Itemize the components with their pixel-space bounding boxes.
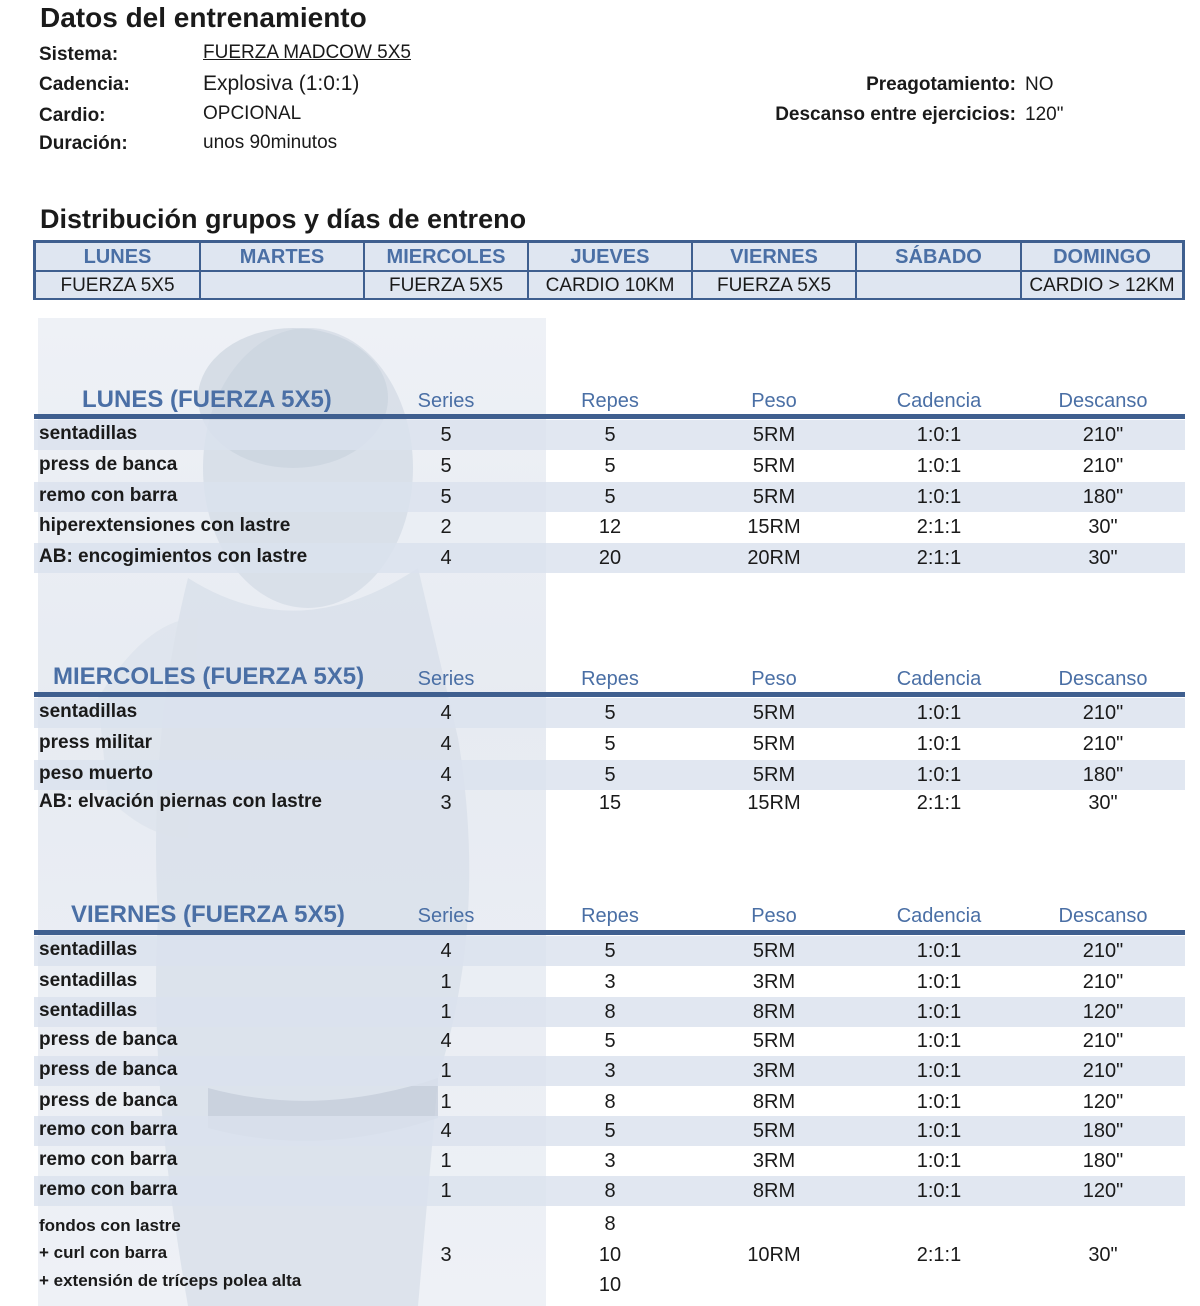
schedule-divider: [691, 243, 693, 297]
exercise-name: sentadillas: [39, 970, 138, 991]
cadencia-value: 1:0:1: [916, 1180, 962, 1202]
exercise-name: hiperextensiones con lastre: [39, 515, 291, 536]
exercise-row: [34, 1087, 1185, 1117]
combo-descanso-value: 30": [1088, 1244, 1118, 1266]
exercise-name: peso muerto: [39, 763, 154, 784]
workout-title-miercoles: MIERCOLES (FUERZA 5X5): [53, 663, 365, 690]
descanso-value: 30": [1088, 516, 1118, 538]
series-value: 4: [440, 702, 452, 724]
exercise-row: [34, 512, 1185, 542]
sistema-label: Sistema:: [39, 44, 119, 65]
descanso-value: 210": [1082, 455, 1124, 477]
peso-value: 5RM: [752, 702, 796, 724]
exercise-row: [34, 1146, 1185, 1176]
series-value: 1: [440, 1060, 452, 1082]
activity-sabado: [857, 272, 1020, 298]
day-lunes: LUNES: [83, 246, 152, 268]
exercise-row: [34, 936, 1185, 966]
duracion-value: unos 90minutos: [203, 132, 338, 153]
descanso-value: 210": [1082, 424, 1124, 446]
descanso-value: 210": [1082, 940, 1124, 962]
cadencia-value: 2:1:1: [916, 516, 962, 538]
cadencia-value: 1:0:1: [916, 940, 962, 962]
combo-exercise-2: + curl con barra: [39, 1243, 168, 1262]
series-value: 4: [440, 940, 452, 962]
repes-value: 5: [604, 486, 616, 508]
peso-value: 5RM: [752, 424, 796, 446]
exercise-row: [34, 967, 1185, 997]
cardio-value: OPCIONAL: [203, 103, 302, 124]
exercise-name: remo con barra: [39, 1149, 178, 1170]
series-value: 4: [440, 1120, 452, 1142]
peso-value: 8RM: [752, 1091, 796, 1113]
exercise-name: remo con barra: [39, 1179, 178, 1200]
col-peso: Peso: [751, 668, 797, 690]
cadencia-value: 1:0:1: [916, 764, 962, 786]
combo-peso-value: 10RM: [747, 1244, 801, 1266]
descanso-value: 120": [1082, 1180, 1124, 1202]
col-cadencia: Cadencia: [896, 668, 982, 690]
exercise-name: sentadillas: [39, 423, 138, 444]
repes-value: 5: [604, 940, 616, 962]
descanso-entre-label: Descanso entre ejercicios:: [775, 104, 1016, 125]
exercise-name: remo con barra: [39, 485, 178, 506]
exercise-name: press de banca: [39, 1029, 178, 1050]
col-peso: Peso: [751, 390, 797, 412]
schedule-table: [33, 240, 1185, 300]
repes-value: 5: [604, 702, 616, 724]
exercise-row: [34, 1056, 1185, 1086]
cadencia-value: 1:0:1: [916, 1091, 962, 1113]
schedule-divider: [199, 243, 201, 297]
cadencia-value: 1:0:1: [916, 1001, 962, 1023]
combo-exercise-3: + extensión de tríceps polea alta: [39, 1271, 302, 1290]
descanso-value: 210": [1082, 1030, 1124, 1052]
peso-value: 5RM: [752, 940, 796, 962]
repes-value: 5: [604, 455, 616, 477]
exercise-row: [34, 760, 1185, 790]
duracion-label: Duración:: [39, 133, 128, 154]
repes-value: 3: [604, 971, 616, 993]
descanso-value: 30": [1088, 547, 1118, 569]
repes-value: 5: [604, 733, 616, 755]
activity-domingo: CARDIO > 12KM: [1022, 272, 1182, 298]
header-rule: [34, 930, 1185, 935]
col-repes: Repes: [581, 905, 639, 927]
exercise-name: remo con barra: [39, 1119, 178, 1140]
peso-value: 3RM: [752, 1060, 796, 1082]
day-martes: MARTES: [239, 246, 325, 268]
day-miercoles: MIERCOLES: [386, 246, 506, 268]
exercise-name: AB: encogimientos con lastre: [39, 546, 308, 567]
series-value: 2: [440, 516, 452, 538]
schedule-divider: [855, 243, 857, 297]
exercise-name: sentadillas: [39, 1000, 138, 1021]
col-repes: Repes: [581, 390, 639, 412]
descanso-value: 180": [1082, 486, 1124, 508]
series-value: 4: [440, 764, 452, 786]
repes-value: 15: [598, 792, 622, 814]
col-cadencia: Cadencia: [896, 905, 982, 927]
cadencia-value: 2:1:1: [916, 547, 962, 569]
repes-value: 12: [598, 516, 622, 538]
peso-value: 8RM: [752, 1180, 796, 1202]
cardio-label: Cardio:: [39, 105, 106, 126]
cadencia-value: 1:0:1: [916, 702, 962, 724]
combo-repes-value-2: 10: [598, 1244, 622, 1266]
peso-value: 5RM: [752, 733, 796, 755]
exercise-name: press de banca: [39, 1090, 178, 1111]
activity-lunes: FUERZA 5X5: [36, 272, 199, 298]
day-sabado: SÁBADO: [895, 246, 982, 268]
exercise-name: AB: elvación piernas con lastre: [39, 791, 322, 812]
col-series: Series: [417, 668, 475, 690]
exercise-row: [34, 729, 1185, 759]
peso-value: 5RM: [752, 1030, 796, 1052]
descanso-value: 120": [1082, 1091, 1124, 1113]
activity-miercoles: FUERZA 5X5: [365, 272, 527, 298]
activity-martes: [201, 272, 363, 298]
cadencia-value: 1:0:1: [916, 455, 962, 477]
peso-value: 15RM: [747, 792, 801, 814]
descanso-value: 180": [1082, 764, 1124, 786]
cadencia-value: 1:0:1: [916, 1030, 962, 1052]
preagotamiento-label: Preagotamiento:: [866, 74, 1016, 95]
descanso-value: 30": [1088, 792, 1118, 814]
series-value: 1: [440, 1150, 452, 1172]
header-rule: [34, 692, 1185, 697]
repes-value: 5: [604, 1030, 616, 1052]
descanso-value: 180": [1082, 1150, 1124, 1172]
descanso-value: 120": [1082, 1001, 1124, 1023]
descanso-value: 210": [1082, 702, 1124, 724]
cadencia-label: Cadencia:: [39, 74, 130, 95]
descanso-value: 180": [1082, 1120, 1124, 1142]
peso-value: 5RM: [752, 1120, 796, 1142]
exercise-name: press de banca: [39, 454, 178, 475]
exercise-row: [34, 451, 1185, 481]
repes-value: 5: [604, 764, 616, 786]
exercise-name: sentadillas: [39, 701, 138, 722]
cadencia-value: Explosiva (1:0:1): [203, 72, 360, 95]
exercise-row: [34, 1026, 1185, 1056]
preagotamiento-value: NO: [1025, 74, 1054, 95]
combo-exercise-1: fondos con lastre: [39, 1216, 181, 1235]
repes-value: 3: [604, 1060, 616, 1082]
exercise-name: press de banca: [39, 1059, 178, 1080]
series-value: 4: [440, 547, 452, 569]
schedule-title: Distribución grupos y días de entreno: [40, 204, 527, 234]
series-value: 1: [440, 971, 452, 993]
col-repes: Repes: [581, 668, 639, 690]
cadencia-value: 1:0:1: [916, 1150, 962, 1172]
sistema-value: FUERZA MADCOW 5X5: [203, 42, 411, 63]
activity-jueves: CARDIO 10KM: [529, 272, 691, 298]
schedule-divider: [527, 243, 529, 297]
exercise-row: [34, 482, 1185, 512]
col-series: Series: [417, 390, 475, 412]
col-descanso: Descanso: [1058, 905, 1148, 927]
series-value: 3: [440, 792, 452, 814]
peso-value: 5RM: [752, 764, 796, 786]
descanso-entre-value: 120": [1025, 104, 1064, 125]
repes-value: 8: [604, 1091, 616, 1113]
schedule-divider: [363, 243, 365, 297]
col-descanso: Descanso: [1058, 668, 1148, 690]
workout-title-viernes: VIERNES (FUERZA 5X5): [71, 901, 345, 928]
exercise-name: sentadillas: [39, 939, 138, 960]
exercise-row: [34, 1176, 1185, 1206]
series-value: 5: [440, 486, 452, 508]
combo-repes-value-1: 8: [604, 1213, 616, 1235]
series-value: 1: [440, 1001, 452, 1023]
repes-value: 3: [604, 1150, 616, 1172]
peso-value: 5RM: [752, 455, 796, 477]
exercise-name: press militar: [39, 732, 152, 753]
schedule-divider: [1020, 243, 1022, 297]
cadencia-value: 1:0:1: [916, 424, 962, 446]
descanso-value: 210": [1082, 1060, 1124, 1082]
repes-value: 8: [604, 1180, 616, 1202]
descanso-value: 210": [1082, 733, 1124, 755]
day-domingo: DOMINGO: [1053, 246, 1151, 268]
cadencia-value: 1:0:1: [916, 733, 962, 755]
series-value: 1: [440, 1180, 452, 1202]
exercise-row: [34, 997, 1185, 1027]
repes-value: 5: [604, 424, 616, 446]
col-peso: Peso: [751, 905, 797, 927]
col-series: Series: [417, 905, 475, 927]
series-value: 4: [440, 733, 452, 755]
repes-value: 8: [604, 1001, 616, 1023]
peso-value: 20RM: [747, 547, 801, 569]
repes-value: 20: [598, 547, 622, 569]
combo-repes-value-3: 10: [598, 1274, 622, 1296]
exercise-row: [34, 788, 1185, 818]
peso-value: 3RM: [752, 1150, 796, 1172]
series-value: 5: [440, 455, 452, 477]
descanso-value: 210": [1082, 971, 1124, 993]
combo-cadencia-value: 2:1:1: [916, 1244, 962, 1266]
page-title: Datos del entrenamiento: [40, 2, 367, 33]
series-value: 1: [440, 1091, 452, 1113]
cadencia-value: 1:0:1: [916, 971, 962, 993]
series-value: 5: [440, 424, 452, 446]
activity-viernes: FUERZA 5X5: [693, 272, 855, 298]
workout-title-lunes: LUNES (FUERZA 5X5): [82, 386, 332, 413]
col-cadencia: Cadencia: [896, 390, 982, 412]
header-rule: [34, 414, 1185, 419]
peso-value: 15RM: [747, 516, 801, 538]
cadencia-value: 1:0:1: [916, 1120, 962, 1142]
peso-value: 5RM: [752, 486, 796, 508]
day-jueves: JUEVES: [570, 246, 650, 268]
exercise-row: [34, 420, 1185, 450]
peso-value: 8RM: [752, 1001, 796, 1023]
combo-series-value: 3: [440, 1244, 452, 1266]
cadencia-value: 1:0:1: [916, 486, 962, 508]
exercise-row: [34, 1116, 1185, 1146]
cadencia-value: 2:1:1: [916, 792, 962, 814]
peso-value: 3RM: [752, 971, 796, 993]
cadencia-value: 1:0:1: [916, 1060, 962, 1082]
exercise-row: [34, 698, 1185, 728]
day-viernes: VIERNES: [730, 246, 818, 268]
repes-value: 5: [604, 1120, 616, 1142]
series-value: 4: [440, 1030, 452, 1052]
exercise-row: [34, 543, 1185, 573]
col-descanso: Descanso: [1058, 390, 1148, 412]
